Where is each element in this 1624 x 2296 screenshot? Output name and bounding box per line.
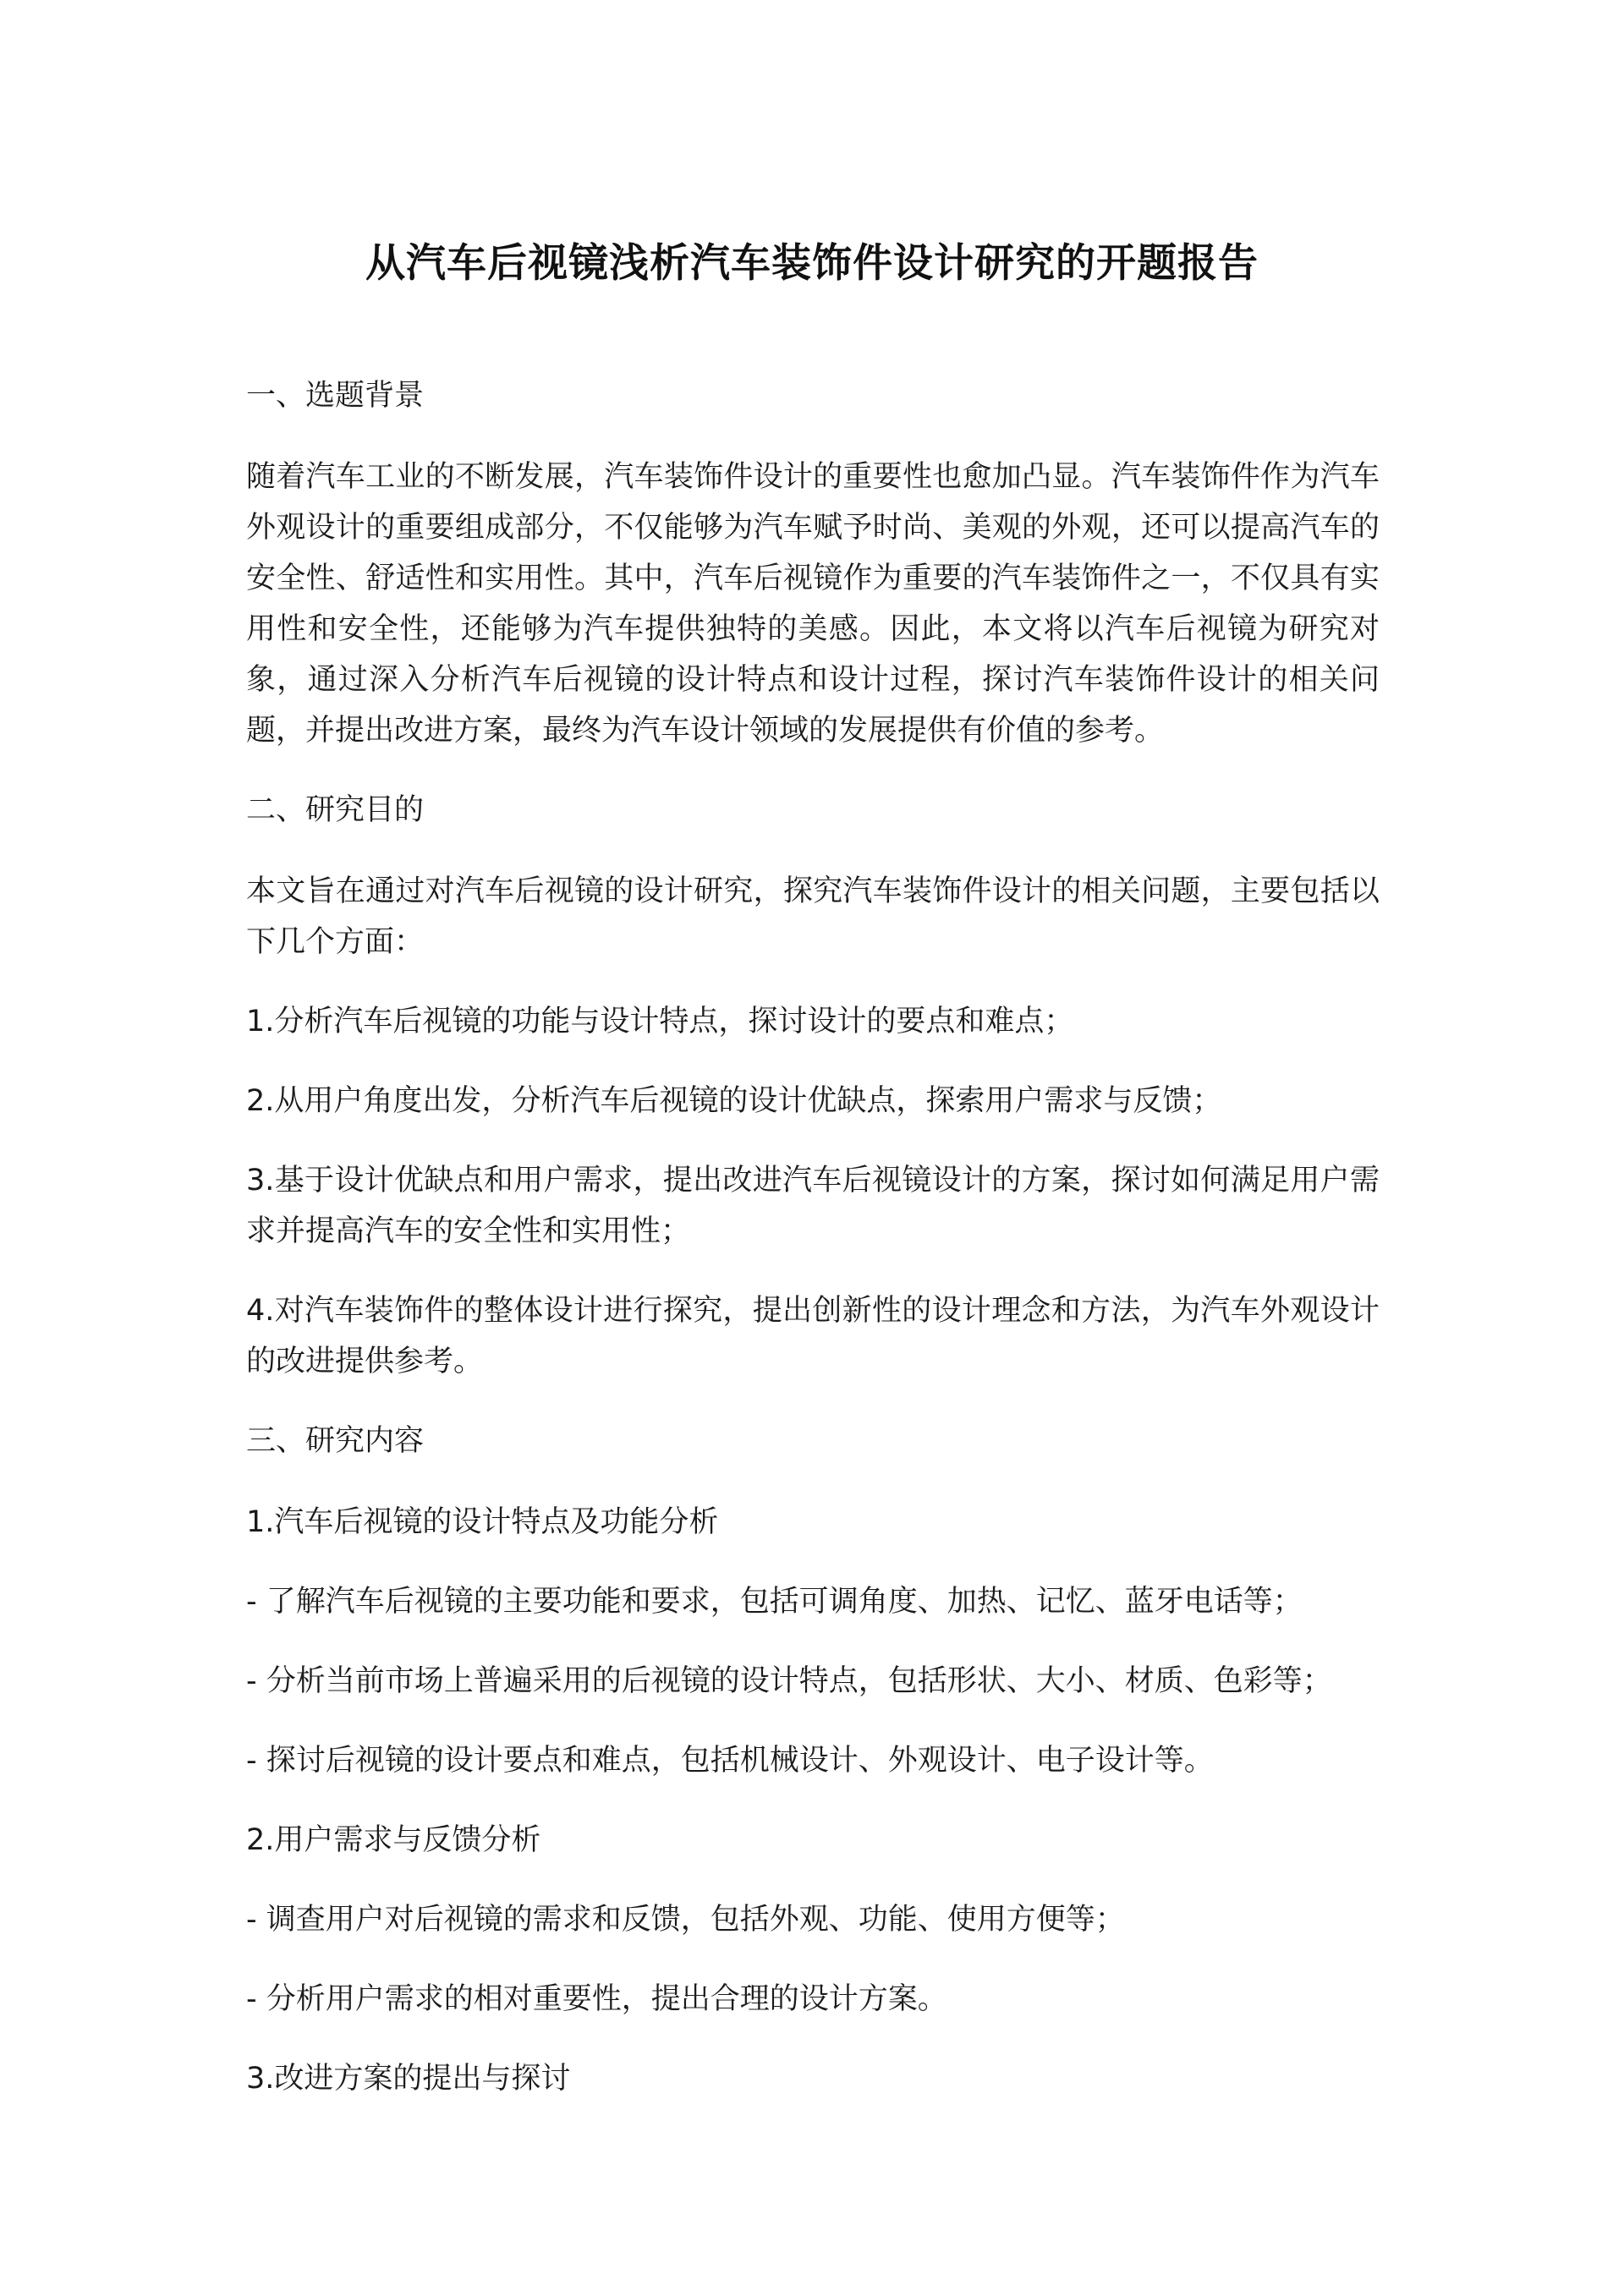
paragraph-purpose-intro: 本文旨在通过对汽车后视镜的设计研究，探究汽车装饰件设计的相关问题，主要包括以下几个方面： [246, 874, 1380, 959]
list-item-purpose-1: 1.分析汽车后视镜的功能与设计特点，探讨设计的要点和难点； [246, 1005, 1074, 1038]
document-title: 从汽车后视镜浅析汽车装饰件设计研究的开题报告 [365, 240, 1259, 287]
paragraph-background: 随着汽车工业的不断发展，汽车装饰件设计的重要性也愈加凸显。汽车装饰件作为汽车外观设计的重要组成部分，不仅能够为汽车赋予时尚、美观的外观，还可以提高汽车的安全性、舒适性和实用性。其中，汽车后视镜作为重要的汽车装饰件之一，不仅具有实用性和安全性，还能够为汽车提供独特的美感。因此，本文将以汽车后视镜为研究对象，通过深入分析汽车后视镜的设计特点和设计过程，探讨汽车装饰件设计的相关问题，并提出改进方案，最终为汽车设计领域的发展提供有价值的参考。 [246, 460, 1380, 748]
document-body [246, 370, 1380, 2133]
list-item-purpose-3: 3.基于设计优缺点和用户需求，提出改进汽车后视镜设计的方案，探讨如何满足用户需求并提高汽车的安全性和实用性； [246, 1164, 1380, 1248]
subheading-content-1: 1.汽车后视镜的设计特点及功能分析 [246, 1505, 719, 1539]
bullet-content-1-3: - 探讨后视镜的设计要点和难点，包括机械设计、外观设计、电子设计等。 [246, 1744, 1214, 1778]
section-heading-content: 三、研究内容 [246, 1424, 425, 1458]
list-item-purpose-4: 4.对汽车装饰件的整体设计进行探究，提出创新性的设计理念和方法，为汽车外观设计的改进提供参考。 [246, 1294, 1380, 1378]
list-item-purpose-2: 2.从用户角度出发，分析汽车后视镜的设计优缺点，探索用户需求与反馈； [246, 1084, 1222, 1118]
subheading-content-3: 3.改进方案的提出与探讨 [246, 2062, 571, 2096]
section-heading-purpose: 二、研究目的 [246, 793, 425, 827]
bullet-content-2-1: - 调查用户对后视镜的需求和反馈，包括外观、功能、使用方便等； [246, 1903, 1125, 1937]
section-heading-background: 一、选题背景 [246, 379, 425, 413]
subheading-content-2: 2.用户需求与反馈分析 [246, 1823, 541, 1857]
bullet-content-2-2: - 分析用户需求的相对重要性，提出合理的设计方案。 [246, 1982, 947, 2016]
bullet-content-1-1: - 了解汽车后视镜的主要功能和要求，包括可调角度、加热、记忆、蓝牙电话等； [246, 1585, 1303, 1619]
bullet-content-1-2: - 分析当前市场上普遍采用的后视镜的设计特点，包括形状、大小、材质、色彩等； [246, 1664, 1332, 1698]
